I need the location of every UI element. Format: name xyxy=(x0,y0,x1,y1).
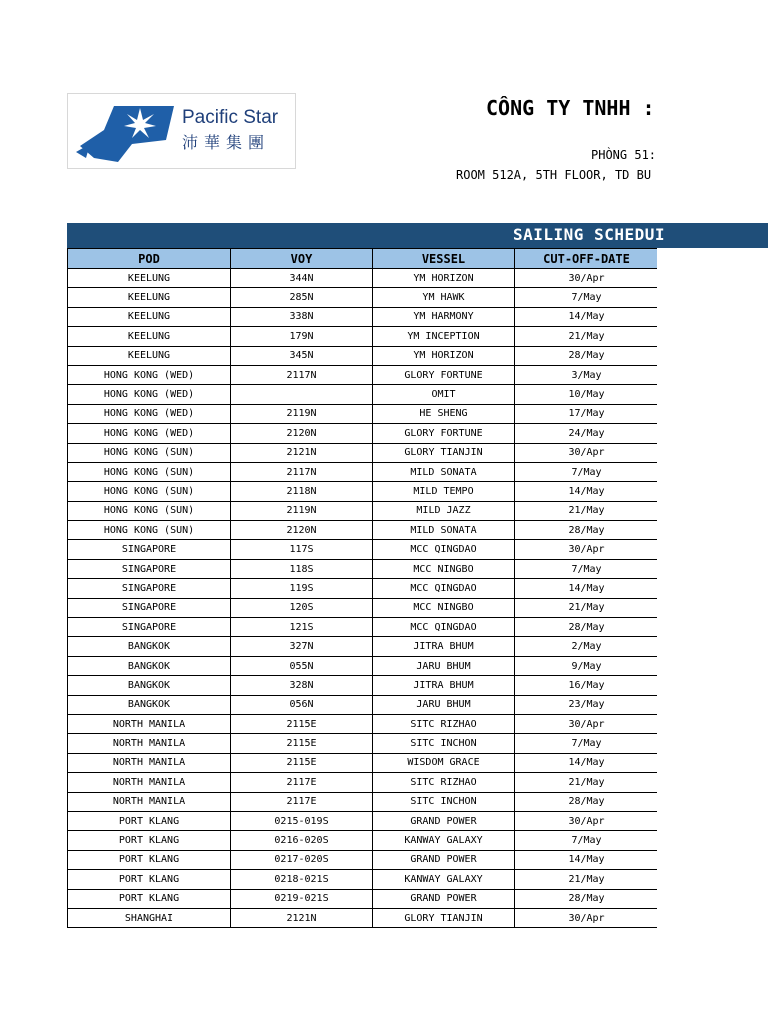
pod-cell: NORTH MANILA xyxy=(68,714,231,733)
table-row xyxy=(68,501,658,520)
vessel-cell: SITC INCHON xyxy=(373,792,515,811)
cutoff-cell: 7/May xyxy=(515,288,658,307)
pod-cell: PORT KLANG xyxy=(68,870,231,889)
vessel-cell: GRAND POWER xyxy=(373,850,515,869)
table-row xyxy=(68,676,658,695)
table-row xyxy=(68,424,658,443)
cutoff-cell: 24/May xyxy=(515,424,658,443)
table-row xyxy=(68,327,658,346)
vessel-cell: GLORY TIANJIN xyxy=(373,908,515,927)
cutoff-cell: 28/May xyxy=(515,618,658,637)
table-body xyxy=(68,269,658,928)
table-row xyxy=(68,385,658,404)
voy-cell: 344N xyxy=(231,269,373,288)
vessel-cell: SITC INCHON xyxy=(373,734,515,753)
table-row xyxy=(68,443,658,462)
voy-cell: 345N xyxy=(231,346,373,365)
sailing-schedule-table xyxy=(67,248,657,928)
table-row xyxy=(68,540,658,559)
vessel-cell: JITRA BHUM xyxy=(373,676,515,695)
cutoff-cell: 21/May xyxy=(515,773,658,792)
vessel-cell: KANWAY GALAXY xyxy=(373,870,515,889)
vessel-cell: MILD TEMPO xyxy=(373,482,515,501)
vessel-cell: JARU BHUM xyxy=(373,656,515,675)
table-row xyxy=(68,482,658,501)
pod-cell: HONG KONG (SUN) xyxy=(68,521,231,540)
pod-cell: HONG KONG (WED) xyxy=(68,365,231,384)
pod-cell: HONG KONG (WED) xyxy=(68,385,231,404)
pod-cell: KEELUNG xyxy=(68,327,231,346)
vessel-cell: OMIT xyxy=(373,385,515,404)
cutoff-cell: 2/May xyxy=(515,637,658,656)
pod-cell: HONG KONG (SUN) xyxy=(68,462,231,481)
vessel-cell: YM HORIZON xyxy=(373,346,515,365)
pod-cell: PORT KLANG xyxy=(68,850,231,869)
company-name: CÔNG TY TNHH : xyxy=(486,96,655,120)
table-row xyxy=(68,889,658,908)
pod-cell: HONG KONG (WED) xyxy=(68,404,231,423)
cutoff-cell: 14/May xyxy=(515,482,658,501)
voy-cell: 2119N xyxy=(231,404,373,423)
vessel-cell: YM HORIZON xyxy=(373,269,515,288)
pod-cell: HONG KONG (SUN) xyxy=(68,443,231,462)
voy-cell: 2119N xyxy=(231,501,373,520)
pod-cell: SINGAPORE xyxy=(68,598,231,617)
table-row xyxy=(68,870,658,889)
voy-cell: 2121N xyxy=(231,908,373,927)
cutoff-cell: 21/May xyxy=(515,501,658,520)
vessel-cell: MCC QINGDAO xyxy=(373,618,515,637)
cutoff-cell: 7/May xyxy=(515,462,658,481)
cutoff-cell: 7/May xyxy=(515,734,658,753)
voy-cell: 285N xyxy=(231,288,373,307)
table-row xyxy=(68,307,658,326)
pod-cell: BANGKOK xyxy=(68,676,231,695)
table-row xyxy=(68,579,658,598)
voy-cell: 118S xyxy=(231,559,373,578)
column-header-vessel: VESSEL xyxy=(373,249,515,269)
pod-cell: NORTH MANILA xyxy=(68,753,231,772)
pod-cell: PORT KLANG xyxy=(68,831,231,850)
cutoff-cell: 21/May xyxy=(515,598,658,617)
cutoff-cell: 30/Apr xyxy=(515,269,658,288)
pod-cell: SHANGHAI xyxy=(68,908,231,927)
voy-cell: 2120N xyxy=(231,521,373,540)
voy-cell: 055N xyxy=(231,656,373,675)
table-row xyxy=(68,792,658,811)
table-row xyxy=(68,753,658,772)
column-header-voy: VOY xyxy=(231,249,373,269)
vessel-cell: MCC NINGBO xyxy=(373,559,515,578)
pod-cell: SINGAPORE xyxy=(68,540,231,559)
pod-cell: PORT KLANG xyxy=(68,811,231,830)
voy-cell: 0215-019S xyxy=(231,811,373,830)
voy-cell: 119S xyxy=(231,579,373,598)
pod-cell: BANGKOK xyxy=(68,637,231,656)
voy-cell: 2115E xyxy=(231,734,373,753)
voy-cell: 2121N xyxy=(231,443,373,462)
table-row xyxy=(68,811,658,830)
voy-cell: 2120N xyxy=(231,424,373,443)
cutoff-cell: 10/May xyxy=(515,385,658,404)
voy-cell: 0217-020S xyxy=(231,850,373,869)
pod-cell: KEELUNG xyxy=(68,346,231,365)
vessel-cell: KANWAY GALAXY xyxy=(373,831,515,850)
table-row xyxy=(68,365,658,384)
voy-cell: 338N xyxy=(231,307,373,326)
table-row xyxy=(68,346,658,365)
table-row xyxy=(68,637,658,656)
logo-english-name: Pacific Star xyxy=(182,107,279,128)
voy-cell: 327N xyxy=(231,637,373,656)
pod-cell: BANGKOK xyxy=(68,695,231,714)
vessel-cell: GRAND POWER xyxy=(373,811,515,830)
pod-cell: SINGAPORE xyxy=(68,618,231,637)
voy-cell: 0219-021S xyxy=(231,889,373,908)
voy-cell: 0216-020S xyxy=(231,831,373,850)
voy-cell: 2118N xyxy=(231,482,373,501)
cutoff-cell: 14/May xyxy=(515,753,658,772)
vessel-cell: YM INCEPTION xyxy=(373,327,515,346)
pod-cell: HONG KONG (SUN) xyxy=(68,482,231,501)
cutoff-cell: 7/May xyxy=(515,831,658,850)
vessel-cell: WISDOM GRACE xyxy=(373,753,515,772)
voy-cell: 120S xyxy=(231,598,373,617)
cutoff-cell: 30/Apr xyxy=(515,540,658,559)
table-row xyxy=(68,714,658,733)
voy-cell: 2117N xyxy=(231,365,373,384)
vessel-cell: YM HAWK xyxy=(373,288,515,307)
table-row xyxy=(68,850,658,869)
cutoff-cell: 7/May xyxy=(515,559,658,578)
cutoff-cell: 14/May xyxy=(515,307,658,326)
column-header-cutoff: CUT-OFF-DATE xyxy=(515,249,658,269)
pod-cell: NORTH MANILA xyxy=(68,792,231,811)
cutoff-cell: 3/May xyxy=(515,365,658,384)
pod-cell: SINGAPORE xyxy=(68,579,231,598)
vessel-cell: MCC QINGDAO xyxy=(373,540,515,559)
vessel-cell: GLORY FORTUNE xyxy=(373,365,515,384)
address-line-vietnamese: PHÒNG 51: xyxy=(591,148,657,162)
voy-cell xyxy=(231,385,373,404)
cutoff-cell: 28/May xyxy=(515,792,658,811)
cutoff-cell: 16/May xyxy=(515,676,658,695)
table-row xyxy=(68,734,658,753)
voy-cell: 056N xyxy=(231,695,373,714)
table-row xyxy=(68,269,658,288)
voy-cell: 2115E xyxy=(231,753,373,772)
table-row xyxy=(68,462,658,481)
cutoff-cell: 14/May xyxy=(515,579,658,598)
schedule-title: SAILING SCHEDUI xyxy=(513,225,665,244)
voy-cell: 2117N xyxy=(231,462,373,481)
vessel-cell: SITC RIZHAO xyxy=(373,714,515,733)
voy-cell: 2117E xyxy=(231,792,373,811)
voy-cell: 179N xyxy=(231,327,373,346)
vessel-cell: JARU BHUM xyxy=(373,695,515,714)
voy-cell: 0218-021S xyxy=(231,870,373,889)
cutoff-cell: 23/May xyxy=(515,695,658,714)
voy-cell: 117S xyxy=(231,540,373,559)
vessel-cell: HE SHENG xyxy=(373,404,515,423)
table-row xyxy=(68,559,658,578)
table-row xyxy=(68,288,658,307)
vessel-cell: JITRA BHUM xyxy=(373,637,515,656)
vessel-cell: MILD JAZZ xyxy=(373,501,515,520)
cutoff-cell: 21/May xyxy=(515,327,658,346)
voy-cell: 328N xyxy=(231,676,373,695)
voy-cell: 2115E xyxy=(231,714,373,733)
pod-cell: KEELUNG xyxy=(68,269,231,288)
voy-cell: 2117E xyxy=(231,773,373,792)
cutoff-cell: 30/Apr xyxy=(515,443,658,462)
table-header-row xyxy=(68,249,658,269)
logo-chinese-name: 沛華集團 xyxy=(182,133,271,152)
cutoff-cell: 28/May xyxy=(515,889,658,908)
table-row xyxy=(68,521,658,540)
vessel-cell: GLORY FORTUNE xyxy=(373,424,515,443)
table-row xyxy=(68,618,658,637)
cutoff-cell: 21/May xyxy=(515,870,658,889)
voy-cell: 121S xyxy=(231,618,373,637)
column-header-pod: POD xyxy=(68,249,231,269)
pod-cell: SINGAPORE xyxy=(68,559,231,578)
vessel-cell: GLORY TIANJIN xyxy=(373,443,515,462)
cutoff-cell: 30/Apr xyxy=(515,811,658,830)
cutoff-cell: 14/May xyxy=(515,850,658,869)
pod-cell: NORTH MANILA xyxy=(68,773,231,792)
cutoff-cell: 30/Apr xyxy=(515,908,658,927)
vessel-cell: SITC RIZHAO xyxy=(373,773,515,792)
vessel-cell: GRAND POWER xyxy=(373,889,515,908)
pod-cell: NORTH MANILA xyxy=(68,734,231,753)
cutoff-cell: 9/May xyxy=(515,656,658,675)
table-row xyxy=(68,404,658,423)
vessel-cell: MCC QINGDAO xyxy=(373,579,515,598)
cutoff-cell: 30/Apr xyxy=(515,714,658,733)
address-line-english: ROOM 512A, 5TH FLOOR, TD BU xyxy=(456,168,652,182)
table-row xyxy=(68,695,658,714)
pod-cell: KEELUNG xyxy=(68,288,231,307)
table-row xyxy=(68,908,658,927)
cutoff-cell: 17/May xyxy=(515,404,658,423)
vessel-cell: MCC NINGBO xyxy=(373,598,515,617)
cutoff-cell: 28/May xyxy=(515,346,658,365)
pod-cell: HONG KONG (SUN) xyxy=(68,501,231,520)
pod-cell: KEELUNG xyxy=(68,307,231,326)
vessel-cell: MILD SONATA xyxy=(373,521,515,540)
vessel-cell: YM HARMONY xyxy=(373,307,515,326)
table-row xyxy=(68,598,658,617)
pod-cell: BANGKOK xyxy=(68,656,231,675)
cutoff-cell: 28/May xyxy=(515,521,658,540)
table-row xyxy=(68,773,658,792)
table-row xyxy=(68,656,658,675)
pod-cell: PORT KLANG xyxy=(68,889,231,908)
pod-cell: HONG KONG (WED) xyxy=(68,424,231,443)
vessel-cell: MILD SONATA xyxy=(373,462,515,481)
table-row xyxy=(68,831,658,850)
